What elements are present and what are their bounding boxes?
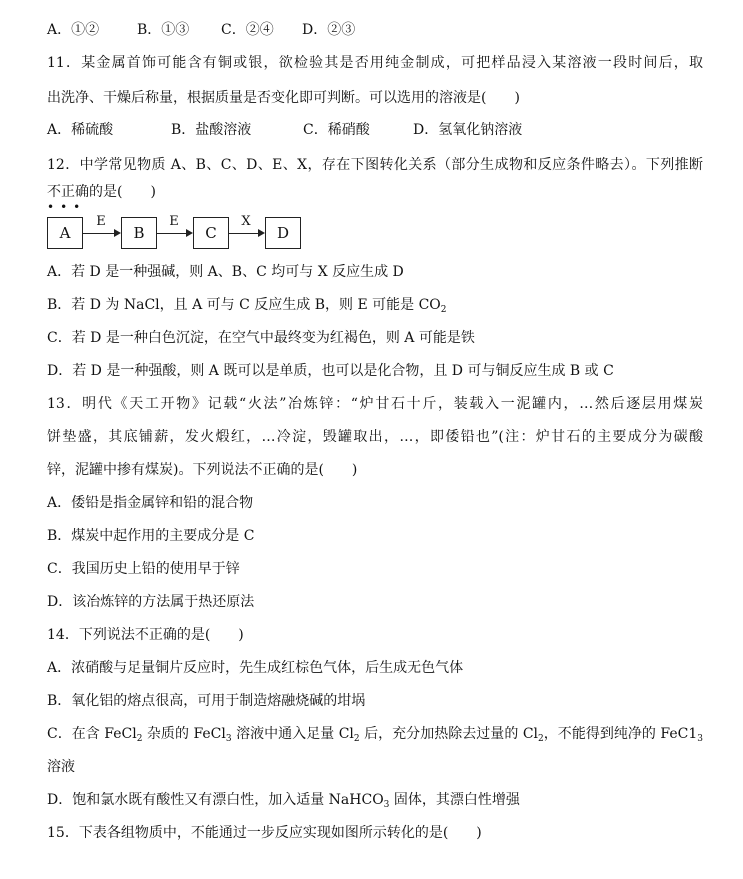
q10-option-d: D．②③ [302,22,356,38]
q11-option-a: A．稀硫酸 [47,122,114,138]
q14-option-d [47,790,520,810]
q14-option-d-subscript: 3 [383,800,390,810]
q12-option-b-text: B．若 D 为 NaCl，且 A 可与 C 反应生成 B，则 E 可能是 CO [47,297,441,313]
q14-option-c-part4: 后，充分加热除去过量的 Cl [359,726,539,742]
q13-option-b: B．煤炭中起作用的主要成分是 C [47,528,255,544]
q14-stem: 14．下列说法不正确的是( ) [47,627,244,643]
q10-option-b: B．①③ [137,22,190,38]
q11-option-c: C．稀硝酸 [303,122,370,138]
q12-stem-line2: 不正确的是( ) [47,184,156,200]
q13-option-c: C．我国历史上铅的使用早于锌 [47,561,240,577]
q14-option-c-sub5: 3 [697,734,704,744]
q14-option-d-text: D．饱和氯水既有酸性又有漂白性，加入适量 NaHCO [47,792,384,808]
q11-stem-line1: 11．某金属首饰可能含有铜或银，欲检验其是否用纯金制成，可把样品浸入某溶液一段时间后，取 [47,55,703,71]
q13-option-a: A．倭铅是指金属锌和铅的混合物 [47,495,254,511]
q13-option-d: D．该冶炼锌的方法属于热还原法 [47,594,255,610]
q13-stem-line2: 饼垫盛，其底铺薪，发火煅红，…冷淀，毁罐取出，…，即倭铅也”(注：炉甘石的主要成分为碳酸 [47,429,703,445]
q10-option-c: C．②④ [221,22,274,38]
q12-option-b-subscript: 2 [440,305,447,315]
q12-stem-line1: 12．中学常见物质 A、B、C、D、E、X，存在下图转化关系（部分生成物和反应条件略去）。下列推断 [47,157,703,173]
q11-option-d: D．氢氧化钠溶液 [413,122,523,138]
diagram-box-d: D [265,217,301,249]
q14-option-c-part2: 杂质的 FeCl [142,726,226,742]
diagram-arrow-3 [229,214,263,234]
q14-option-c-sub4: 2 [538,734,544,744]
q14-option-c-sub2: 3 [225,734,232,744]
q11-stem-line2: 出洗净、干燥后称量，根据质量是否变化即可判断。可以选用的溶液是( ) [47,90,520,106]
q14-option-d-text-end: 固体，其漂白性增强 [389,792,520,808]
diagram-box-b: B [121,217,157,249]
q14-option-c-sub3: 2 [353,734,360,744]
q12-option-c: C．若 D 是一种白色沉淀，在空气中最终变为红褐色，则 A 可能是铁 [47,330,475,346]
q12-option-d: D．若 D 是一种强酸，则 A 既可以是单质，也可以是化合物，且 D 可与铜反应生成 B 或 C [47,363,614,379]
diagram-arrow-2-label: E [169,214,179,229]
q11-option-b: B．盐酸溶液 [171,122,252,138]
q14-option-c-line2: 溶液 [47,759,75,775]
q14-option-c-part3: 溶液中通入足量 Cl [231,726,354,742]
q12-option-b [47,295,447,315]
q14-option-b: B．氧化铝的熔点很高，可用于制造熔融烧碱的坩埚 [47,693,366,709]
diagram-arrow-3-label: X [241,214,251,229]
q12-option-a: A．若 D 是一种强碱，则 A、B、C 均可与 X 反应生成 D [47,264,404,280]
diagram-box-c: C [193,217,229,249]
diagram-arrow-2 [157,214,191,234]
q14-option-a: A．浓硝酸与足量铜片反应时，先生成红棕色气体，后生成无色气体 [47,660,464,676]
q13-stem-line3: 锌，泥罐中掺有煤炭)。下列说法不正确的是( ) [47,462,358,478]
q14-option-c-part1: C．在含 FeCl [47,726,137,742]
q13-stem-line1: 13．明代《天工开物》记载“火法”冶炼锌：“炉甘石十斤，装载入一泥罐内，…然后逐层用煤炭 [47,396,703,412]
diagram-arrow-1-label: E [96,214,106,229]
q14-option-c [47,724,703,744]
q15-stem: 15．下表各组物质中，不能通过一步反应实现如图所示转化的是( ) [47,825,482,841]
q14-option-c-part5: ，不能得到纯净的 FeC1 [543,726,698,742]
q10-option-a: A．①② [47,22,100,38]
emphasis-dots: ••• [47,200,87,214]
conversion-diagram [47,213,307,255]
diagram-arrow-1 [83,214,119,234]
diagram-box-a: A [47,217,83,249]
q14-option-c-sub1: 2 [136,734,143,744]
